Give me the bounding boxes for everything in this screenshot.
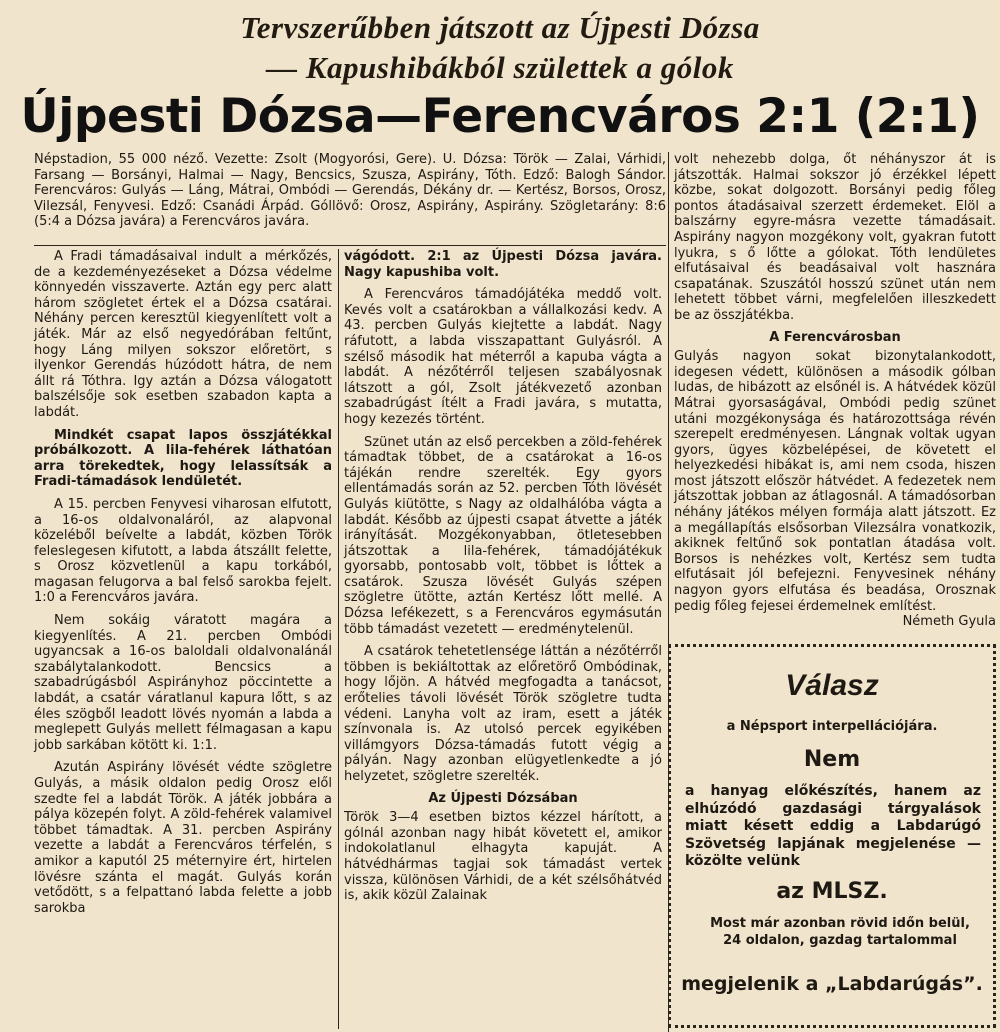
announcement-box [668, 644, 996, 1028]
headline: Újpesti Dózsa—Ferencváros 2:1 (2:1) [20, 89, 980, 144]
announcement-body-2: Most már azonban rövid időn belül, 24 oldalon, gazdag tartalommal [710, 916, 970, 948]
paragraph: A 15. percben Fenyvesi viharosan elfutott, a 16-os oldalvonaláról, az alapvonal közeléből beívelte a labdát, közben Török feleslegesen kifutott, a labda átszállt felette, s Orosz közvetlenül a kapu torkából, magasan felugorva a bal felső sarokba fejelt. 1:0 a Ferencváros javára. [34, 496, 332, 606]
announcement-subtitle: a Népsport interpellációjára. [726, 719, 938, 734]
paragraph: volt nehezebb dolga, őt néhányszor át is játszották. Halmai sokszor jó érzékkel lépett közbe, sokat dolgozott. Borsányi pedig főleg pontos átadásaival szerzett érdemeket. Elöl a balszárny egyre-másra vezette támadásait. Aspirány nagyon mozgékony volt, gyakran futott lyukra, s ő lőtte a gólokat. Tóth lendületes elfutásaival és beadásaival volt hasznára csapatának. Szuszától hosszú szünet után nem lehetett többet várni, megfelelően illeszkedett be az összjátékba. [674, 152, 996, 323]
paragraph: Nem sokáig váratott magára a kiegyenlítés. A 21. percben Ombódi ugyancsak a 16-os baloldali oldalvonalánál szabálytalankodott. Bencsics a szabadrúgásból Aspirányhoz pöccintette a labdát, a csatár váratlanul kapura lőtt, s az éles szögből leadott lövés nyomán a labda a meglepett Gulyás mellett félmagasan a kapu jobb sarkában kötött ki. 1:1. [34, 613, 332, 753]
paragraph: A csatárok tehetetlensége láttán a nézőtérről többen is bekiáltottak az előretörő Ombódinak, hogy lőjön. A hátvéd megfogadta a tanácsot, erőtelies távoli lövését Török szögletre tudta védeni. Lanyha volt az iram, esett a játék színvonala is. Az utolsó percek egyikében villámgyors Dózsa-támadás futott végig a pályán. Nagy azonban elügyetlenkedte a jó helyzetet, szögletre szerelték. [344, 644, 662, 784]
section-subheading: A Ferencvárosban [769, 329, 901, 345]
paragraph: vágódott. 2:1 az Újpesti Dózsa javára. Nagy kapushiba volt. [344, 249, 662, 280]
paragraph: A Fradi támadásaival indult a mérkőzés, de a kezdeményezéseket a Dózsa védelme könnyedén visszaverte. Aztán egy perc alatt három szögletet értek el a Dózsa csatárai. Néhány percen keresztül kiegyenlített volt a játék. Már az első negyedórában feltűnt, hogy Láng milyen sokszor előretört, s ilyenkor Gerendás húzódott hátra, de nem állt rá Tóthra. Igy aztán a Dózsa válogatott balszélsője sok esetben szabadon kapta a labdát. [34, 249, 332, 420]
paragraph: Szünet után az első percekben a zöld-fehérek támadtak többet, de a csatárokat a 16-os tájékán rendre szerelték. Egy gyors ellentámadás során az 52. percben Tóth lövését Gulyás kiütötte, s Nagy az oldalhálóba vágta a labdát. Később az újpesti csapat átvette a játék irányítását. Mozgékonyabban, ötletesebben játszottak a lila-fehérek, támadójátékuk gyorsabb, pontosabb volt, többet is lőttek a csatárok. Szusza lövését Gulyás szépen szögletre ütötte, aztán Kertész lőtt mellé. A Dózsa lefékezett, s a Ferencváros egymásután több támadást vezetett — eredménytelenül. [344, 434, 662, 637]
match-summary [34, 152, 666, 230]
column-divider-1 [338, 249, 339, 1029]
paragraph: Azután Aspirány lövését védte szögletre Gulyás, a másik oldalon pedig Orosz elől szedte fel a labdát Török. A játék jobbára a pálya közepén folyt. A zöld-fehérek valamivel többet támadtak. A 31. percben Aspirány vezette a labdát a Ferencváros térfelén, s amikor a kaputól 25 méternyire ért, hirtelen lövésre szánta el magát. Gulyás korán vetődött, s a felpattanó labda felette a jobb sarokba [34, 760, 332, 916]
announcement-final: megjelenik a „Labdarúgás”. [681, 973, 983, 995]
announcement-mlsz: az MLSZ. [776, 879, 888, 904]
paragraph: Török 3—4 esetben biztos kézzel hárított, a gólnál azonban nagy hibát követett el, amikor indokolatlanul elhagyta kapuját. A hátvédhármas tagjai sok támadást vertek vissza, különösen Várhidi, de a két szélsőhátvéd is, akik közül Zalainak [344, 810, 662, 904]
summary-divider [34, 245, 666, 246]
section-subheading: Az Újpesti Dózsában [428, 790, 578, 806]
announcement-title: Válasz [785, 669, 879, 702]
announcement-body: a hanyag előkészítés, hanem az elhúzódó gazdasági tárgyalások miatt késett eddig a Labdarúgó Szövetség lapjának megjelenése — közölte velünk [685, 783, 981, 869]
kicker-line-1: Tervszerűbben játszott az Újpesti Dózsa [240, 10, 760, 45]
article-column-1 [34, 249, 332, 916]
kicker-line-2: — Kapushibákból születtek a gólok [266, 50, 734, 85]
paragraph: Gulyás nagyon sokat bizonytalankodott, idegesen védett, különösen a második gólban ludas, de hibázott az elsőnél is. A hátvédek közül Mátrai gyorsaságával, Ombódi pedig szünet utáni mozgékonysága és határozottsága révén szerepelt eredményesen. Lángnak voltak ugyan gyors, ügyes közbelépései, de követett el helyezkedési hibákat is, ami nem csoda, hiszen most játszott először hátvédet. A fedezetek nem játszottak jobban az átlagosnál. A támadósorban néhány játékos mélyen formája alatt játszott. Ez a megállapítás elsősorban Vilezsálra vonatkozik, akiknek feltűnő sok pontatlan átadása volt. Borsos is nehézkes volt, Kertész sem tudta elfutásait jól befejezni. Fenyvesinek néhány nagyon gyors elfutása és beadása, Orosznak pedig főleg fejesei érdemelnek említést. [674, 349, 996, 614]
paragraph: A Ferencváros támadójátéka meddő volt. Kevés volt a csatárokban a vállalkozási kedv. A 43. percben Gulyás kiejtette a labdát. Nagy ráfutott, a labda visszapattant Gulyásról. A szélső második hat méterről a kapuba vágta a labdát. A nézőtérről teljesen szabályosnak látszott a gól, Zsolt játékvezető azonban szabadrúgást ítélt a Fradi javára, s mutatta, hogy kezezés történt. [344, 287, 662, 427]
summary-paragraph: Népstadion, 55 000 néző. Vezette: Zsolt (Mogyorósi, Gere). U. Dózsa: Török — Zalai, Várhidi, Farsang — Borsányi, Halmai — Nagy, Bencsics, Szusza, Aspirány, Tóth. Edző: Balogh Sándor. Ferencváros: Gulyás — Láng, Mátrai, Ombódi — Gerendás, Dékány dr. — Kertész, Borsos, Orosz, Vilezsál, Fenyvesi. Edző: Csanádi Árpád. Góllövő: Orosz, Aspirány, Aspirány. Szögletarány: 8:6 (5:4 a Dózsa javára) a Ferencváros javára. [34, 152, 666, 230]
article-column-2 [344, 249, 662, 904]
article-column-3 [674, 152, 996, 630]
paragraph: Mindkét csapat lapos összjátékkal próbálkozott. A lila-fehérek láthatóan arra törekedtek, hogy lelassítsák a Fradi-támadások lendületét. [34, 427, 332, 490]
author-signature: Németh Gyula [902, 614, 996, 630]
announcement-nem: Nem [803, 747, 861, 772]
